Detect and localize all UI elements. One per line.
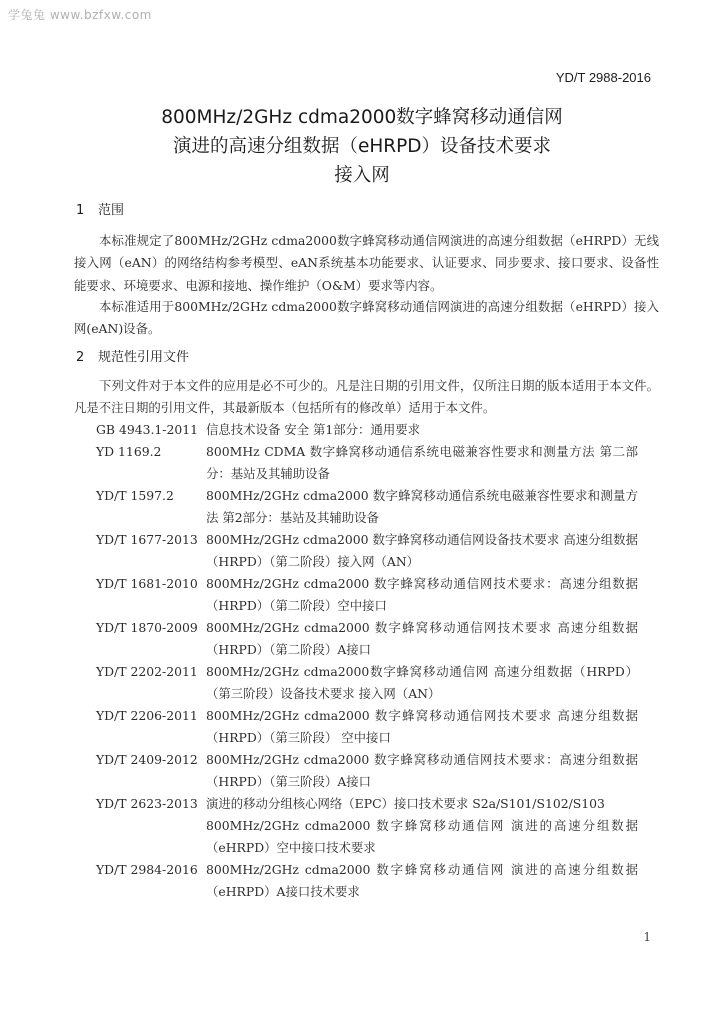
reference-title: 800MHz/2GHz cdma2000 数字蜂窝移动通信网技术要求：高速分组数据（HRPD）（第二阶段）空中接口: [206, 576, 638, 613]
document-title-line-2: 演进的高速分组数据（eHRPD）设备技术要求: [172, 136, 552, 157]
reference-code: YD 1169.2: [96, 444, 162, 459]
scope-paragraph-2: 本标准适用于800MHz/2GHz cdma2000数字蜂窝移动通信网演进的高速分组数据（eHRPD）接入网(eAN)设备。: [74, 299, 659, 337]
reference-item: [96, 485, 666, 529]
reference-title: 800MHz CDMA 数字蜂窝移动通信系统电磁兼容性要求和测量方法 第二部分：基站及其辅助设备: [206, 444, 638, 481]
reference-list: [96, 419, 666, 903]
reference-item: [96, 529, 666, 573]
reference-item: [96, 661, 666, 705]
section-number: 1: [76, 203, 85, 218]
section-number: 2: [76, 350, 85, 365]
reference-title: 800MHz/2GHz cdma2000 数字蜂窝移动通信网 演进的高速分组数据（eHRPD）空中接口技术要求: [206, 818, 638, 855]
reference-title: 800MHz/2GHz cdma2000 数字蜂窝移动通信网技术要求 高速分组数据（HRPD）（第三阶段） 空中接口: [206, 708, 638, 745]
scope-paragraph-1: 本标准规定了800MHz/2GHz cdma2000数字蜂窝移动通信网演进的高速分组数据（eHRPD）无线接入网（eAN）的网络结构参考模型、eAN系统基本功能要求、认证要求、同步要求、接口要求、设备性能要求、环境要求、电源和接地、操作维护（O&M）要求等内容。: [74, 233, 659, 293]
reference-item: [96, 815, 666, 859]
reference-code: GB 4943.1-2011: [96, 422, 199, 437]
reference-item: [96, 859, 666, 903]
reference-code: YD/T 1870-2009: [96, 620, 198, 635]
section-heading-normative-references: [76, 346, 189, 365]
reference-item: [96, 617, 666, 661]
reference-code: YD/T 1677-2013: [96, 532, 198, 547]
reference-item: [96, 441, 666, 485]
reference-title: 信息技术设备 安全 第1部分：通用要求: [206, 422, 421, 437]
reference-title: 800MHz/2GHz cdma2000 数字蜂窝移动通信网 演进的高速分组数据（eHRPD）A接口技术要求: [206, 862, 638, 899]
reference-code: YD/T 2984-2016: [96, 862, 198, 877]
section-title: 规范性引用文件: [98, 350, 190, 365]
page-number: 1: [643, 930, 651, 944]
reference-code: YD/T 2202-2011: [96, 664, 198, 679]
reference-code: YD/T 1681-2010: [96, 576, 198, 591]
reference-code: YD/T 2409-2012: [96, 752, 198, 767]
references-intro-paragraph: 下列文件对于本文件的应用是必不可少的。凡是注日期的引用文件，仅所注日期的版本适用于本文件。凡是不注日期的引用文件，其最新版本（包括所有的修改单）适用于本文件。: [74, 378, 659, 416]
standard-code: YD/T 2988-2016: [555, 70, 651, 85]
reference-item: [96, 705, 666, 749]
reference-title: 800MHz/2GHz cdma2000 数字蜂窝移动通信网技术要求 高速分组数据（HRPD）（第二阶段）A接口: [206, 620, 638, 657]
reference-title: 800MHz/2GHz cdma2000 数字蜂窝移动通信网技术要求：高速分组数据（HRPD）（第三阶段）A接口: [206, 752, 638, 789]
reference-item: [96, 573, 666, 617]
reference-item: [96, 749, 666, 793]
reference-title: 800MHz/2GHz cdma2000 数字蜂窝移动通信系统电磁兼容性要求和测量方法 第2部分：基站及其辅助设备: [206, 488, 638, 525]
document-title-line-3: 接入网: [334, 165, 390, 186]
reference-item: [96, 419, 666, 441]
reference-code: YD/T 1597.2: [96, 488, 174, 503]
section-title: 范围: [98, 203, 125, 218]
watermark: 学兔兔 www.bzfxw.com: [8, 8, 152, 22]
reference-title: 800MHz/2GHz cdma2000 数字蜂窝移动通信网设备技术要求 高速分组数据（HRPD）（第二阶段）接入网（AN）: [206, 532, 638, 569]
section-heading-scope: [76, 199, 124, 218]
reference-item: [96, 793, 666, 815]
document-title-line-1: 800MHz/2GHz cdma2000数字蜂窝移动通信网: [161, 107, 563, 128]
reference-title: 800MHz/2GHz cdma2000数字蜂窝移动通信网 高速分组数据（HRPD）（第三阶段）设备技术要求 接入网（AN）: [206, 664, 638, 701]
reference-title: 演进的移动分组核心网络（EPC）接口技术要求 S2a/S101/S102/S103: [206, 796, 605, 811]
reference-code: YD/T 2623-2013: [96, 796, 198, 811]
reference-code: YD/T 2206-2011: [96, 708, 198, 723]
